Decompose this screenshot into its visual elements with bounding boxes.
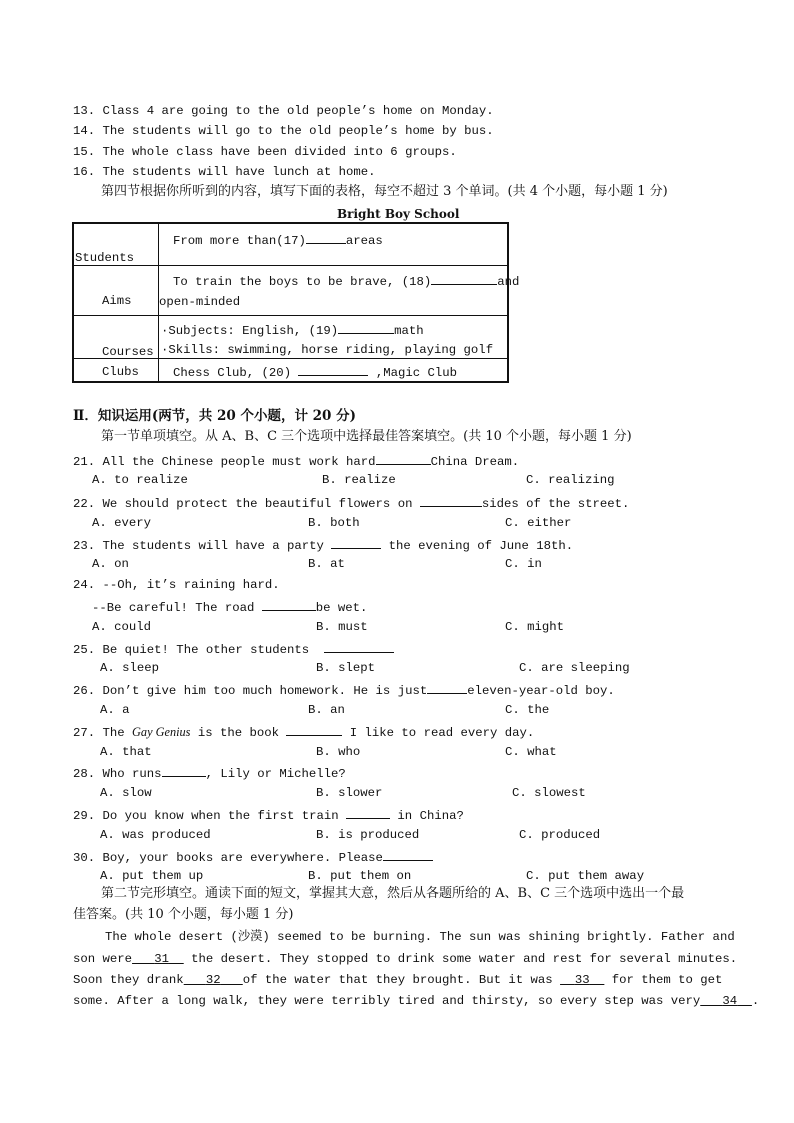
cell-19-text: ·Subjects: English, (19) xyxy=(161,323,339,338)
blank-29[interactable] xyxy=(346,807,390,819)
blank-20[interactable] xyxy=(298,364,368,376)
question-25: 25. Be quiet! The other students xyxy=(73,641,394,658)
question-28: 28. Who runs , Lily or Michelle? xyxy=(73,767,346,781)
blank-28[interactable] xyxy=(162,765,206,777)
option-26-b[interactable]: B. an xyxy=(308,703,345,717)
blank-21[interactable] xyxy=(376,453,431,465)
option-30-c[interactable]: C. put them away xyxy=(526,869,645,883)
table-row xyxy=(73,265,508,315)
passage-line-2: son were 31 the desert. They stopped to drink some water and rest for several minutes. xyxy=(73,952,738,966)
row-label-aims: Aims xyxy=(102,293,132,308)
option-28-a[interactable]: A. slow xyxy=(100,786,152,800)
question-24-line2: --Be careful! The road be wet. xyxy=(92,601,368,615)
option-24-c[interactable]: C. might xyxy=(505,620,565,634)
option-27-b[interactable]: B. who xyxy=(316,745,361,759)
section1-instruction: 第一节单项填空。从 A、B、C 三个选项中选择最佳答案填空。(共 10 个小题，每小题 1 分) xyxy=(101,429,632,444)
option-29-c[interactable]: C. produced xyxy=(519,828,601,842)
blank-19[interactable] xyxy=(338,322,394,334)
option-25-a[interactable]: A. sleep xyxy=(100,661,160,675)
blank-27[interactable] xyxy=(286,724,342,736)
table-title: Bright Boy School xyxy=(337,207,460,221)
blank-25[interactable] xyxy=(324,641,394,653)
option-22-c[interactable]: C. either xyxy=(505,516,572,530)
option-24-a[interactable]: A. could xyxy=(92,620,152,634)
section2-instruction-1: 第二节完形填空。通读下面的短文，掌握其大意，然后从各题所给的 A、B、C 三个选项中选出一个最 xyxy=(101,886,685,901)
option-23-b[interactable]: B. at xyxy=(308,557,345,571)
cell-19-post: math xyxy=(394,323,424,338)
row-label-courses: Courses xyxy=(102,344,154,359)
cell-18-line2: open-minded xyxy=(159,294,241,309)
row-label-clubs: Clubs xyxy=(102,364,139,379)
cell-skills: ·Skills: swimming, horse riding, playing golf xyxy=(161,342,494,357)
cell-17-text: From more than(17) xyxy=(173,234,306,248)
option-23-a[interactable]: A. on xyxy=(92,557,129,571)
cell-20-text: Chess Club, (20) xyxy=(173,365,292,380)
question-27: 27. The Gay Genius is the book I like to read every day. xyxy=(73,725,535,740)
blank-22[interactable] xyxy=(420,495,482,507)
option-27-c[interactable]: C. what xyxy=(505,745,557,759)
option-25-c[interactable]: C. are sleeping xyxy=(519,661,630,675)
blank-33[interactable]: 33 xyxy=(574,973,590,987)
option-21-b[interactable]: B. realize xyxy=(322,473,396,487)
table-row xyxy=(73,358,508,382)
option-30-a[interactable]: A. put them up xyxy=(100,869,204,883)
question-30: 30. Boy, your books are everywhere. Please xyxy=(73,849,433,866)
question-22: 22. We should protect the beautiful flowers on sides of the street. xyxy=(73,497,630,511)
blank-32[interactable]: 32 xyxy=(205,973,221,987)
blank-26[interactable] xyxy=(427,682,467,694)
option-27-a[interactable]: A. that xyxy=(100,745,152,759)
passage-line-4: some. After a long walk, they were terribly tired and thirsty, so every step was very 34 . xyxy=(73,994,760,1008)
option-22-a[interactable]: A. every xyxy=(92,516,152,530)
blank-34[interactable]: 34 xyxy=(722,994,738,1008)
book-title: Gay Genius xyxy=(132,725,191,739)
bright-boy-school-table xyxy=(72,222,520,383)
option-24-b[interactable]: B. must xyxy=(316,620,368,634)
cell-17-post: areas xyxy=(345,234,383,248)
row-label-students: Students xyxy=(75,251,135,265)
blank-24[interactable] xyxy=(262,599,316,611)
option-28-c[interactable]: C. slowest xyxy=(512,786,586,800)
question-21: 21. All the Chinese people must work hard China Dream. xyxy=(73,455,520,469)
blank-23[interactable] xyxy=(331,537,381,549)
blank-18[interactable] xyxy=(431,273,497,285)
passage-line-1: The whole desert (沙漠) seemed to be burning. The sun was shining brightly. Father and xyxy=(105,930,735,944)
listen-item-16: 16. The students will have lunch at home. xyxy=(73,165,376,179)
blank-30[interactable] xyxy=(383,849,433,861)
option-23-c[interactable]: C. in xyxy=(505,557,542,571)
question-23: 23. The students will have a party the evening of June 18th. xyxy=(73,539,574,553)
cell-18-text: To train the boys to be brave, (18) xyxy=(173,274,432,289)
option-21-a[interactable]: A. to realize xyxy=(92,473,188,487)
option-26-a[interactable]: A. a xyxy=(100,703,130,717)
blank-17[interactable] xyxy=(306,232,346,244)
passage-line-3: Soon they drank 32 of the water that they brought. But it was 33 for them to get xyxy=(73,973,723,987)
question-26: 26. Don’t give him too much homework. He is just eleven-year-old boy. xyxy=(73,684,615,698)
option-29-b[interactable]: B. is produced xyxy=(316,828,420,842)
option-29-a[interactable]: A. was produced xyxy=(100,828,211,842)
option-22-b[interactable]: B. both xyxy=(308,516,360,530)
table-row xyxy=(73,315,508,358)
option-28-b[interactable]: B. slower xyxy=(316,786,383,800)
part2-heading: Ⅱ．知识运用(两节，共 20 个小题，计 20 分) xyxy=(73,408,357,424)
cell-20-post: ,Magic Club xyxy=(375,365,458,380)
listen-item-14: 14. The students will go to the old people’s home by bus. xyxy=(73,124,494,138)
option-30-b[interactable]: B. put them on xyxy=(308,869,412,883)
section2-instruction-2: 佳答案。(共 10 个小题，每小题 1 分) xyxy=(73,907,294,922)
option-21-c[interactable]: C. realizing xyxy=(526,473,615,487)
section4-instruction: 第四节根据你所听到的内容，填写下面的表格，每空不超过 3 个单词。(共 4 个小题，每小题 1 分) xyxy=(101,184,668,199)
cell-18-post: and xyxy=(497,274,520,289)
question-29: 29. Do you know when the first train in China? xyxy=(73,809,464,823)
question-24: 24. --Oh, it’s raining hard. xyxy=(73,578,280,592)
listen-item-13: 13. Class 4 are going to the old people’s home on Monday. xyxy=(73,104,494,118)
table-row xyxy=(73,223,508,265)
option-26-c[interactable]: C. the xyxy=(505,703,550,717)
option-25-b[interactable]: B. slept xyxy=(316,661,376,675)
blank-31[interactable]: 31 xyxy=(154,952,169,966)
listen-item-15: 15. The whole class have been divided into 6 groups. xyxy=(73,145,457,159)
